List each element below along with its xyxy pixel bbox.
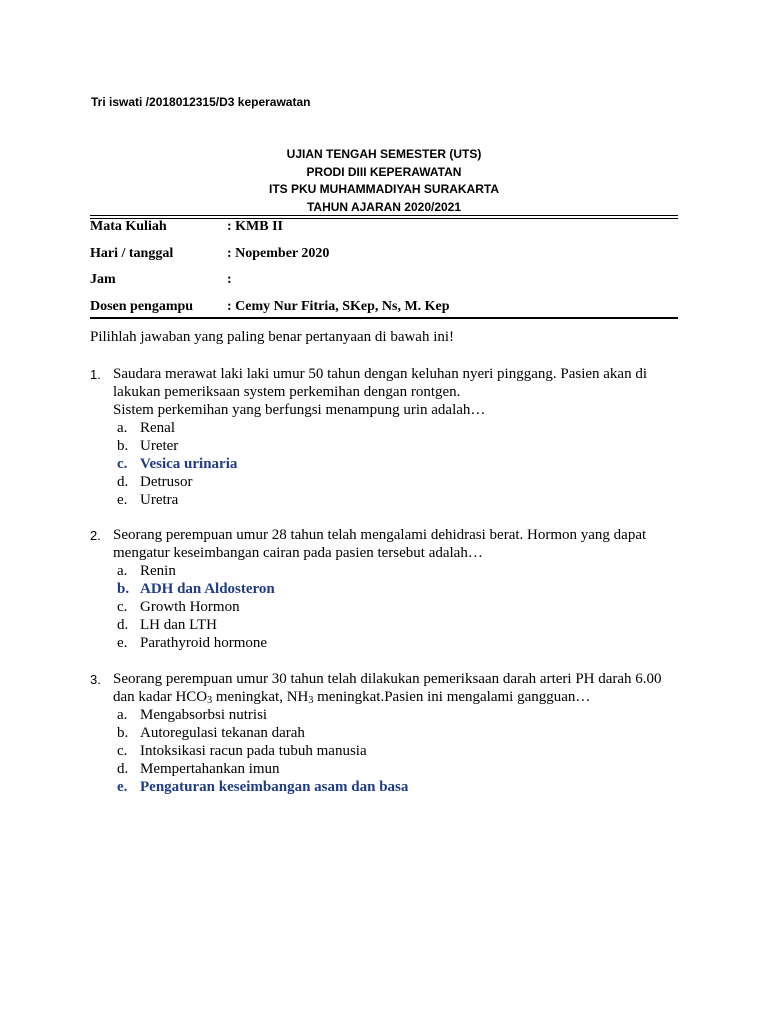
question-prompt: Sistem perkemihan yang berfungsi menampung urin adalah… [113,402,486,418]
option-e [113,491,680,509]
option-text: Renal [140,420,175,436]
option-text: ADH dan Aldosteron [140,581,275,597]
option-text: Mengabsorbsi nutrisi [140,707,268,723]
answer-options [113,562,680,652]
option-text: LH dan LTH [140,617,217,633]
info-value: : [227,272,232,287]
option-letter: a. [117,420,128,436]
option-c [113,742,680,760]
option-text: Growth Hormon [140,599,240,615]
stem-part: Seorang perempuan umur 30 tahun telah dilakukan pemeriksaan darah arteri PH darah 6.00 dan kadar HCO [113,671,662,705]
header-academic-year: TAHUN AJARAN 2020/2021 [306,199,462,214]
divider-top-1 [90,215,678,216]
option-text: Renin [140,563,176,579]
question-stem: Seorang perempuan umur 28 tahun telah mengalami dehidrasi berat. Hormon yang dapat mengatur keseimbangan cairan pada pasien tersebut adalah… [113,527,647,561]
option-b [113,724,680,742]
header-title: UJIAN TENGAH SEMESTER (UTS) [286,147,482,161]
instruction-text: Pilihlah jawaban yang paling benar pertanyaan di bawah ini! [90,329,455,345]
option-text: Uretra [140,492,179,508]
question-text [113,365,680,419]
author-line: Tri iswati /2018012315/D3 keperawatan [91,95,311,109]
option-text: Ureter [140,438,179,454]
option-letter: c. [117,743,128,759]
option-letter: e. [117,492,128,508]
info-label: Mata Kuliah [90,219,167,234]
question-text [113,526,680,562]
question-number: 3. [90,672,101,687]
option-d [113,616,680,634]
info-row-time [90,271,678,298]
info-label: Jam [90,272,116,287]
question-stem: Saudara merawat laki laki umur 50 tahun dengan keluhan nyeri pinggang. Pasien akan di lakukan pemeriksaan system perkemihan dengan rontgen. [113,366,648,400]
info-value: : Nopember 2020 [227,245,330,261]
answer-options [113,706,680,796]
option-text: Vesica urinaria [140,456,238,472]
question-number: 2. [90,528,101,543]
question-3 [90,670,680,796]
header-program: PRODI DIII KEPERAWATAN [306,164,462,179]
question-text [113,670,680,706]
option-letter: c. [117,456,128,472]
option-letter: e. [117,635,128,651]
option-letter: a. [117,563,128,579]
option-text: Intoksikasi racun pada tubuh manusia [140,743,367,759]
option-c [113,598,680,616]
header-institution: ITS PKU MUHAMMADIYAH SURAKARTA [269,182,499,196]
option-d [113,760,680,778]
question-2 [90,526,680,652]
question-1 [90,365,680,509]
option-letter: b. [117,581,130,597]
option-letter: d. [117,761,129,777]
exam-header [90,146,678,216]
option-c-correct [113,455,680,473]
option-text: Parathyroid hormone [140,635,268,651]
answer-options [113,419,680,509]
option-e [113,634,680,652]
option-letter: b. [117,725,129,741]
option-text: Detrusor [140,474,193,490]
option-letter: d. [117,617,129,633]
stem-part: meningkat.Pasien ini mengalami gangguan… [313,689,591,705]
option-e-correct [113,778,680,796]
info-label: Hari / tanggal [90,245,174,261]
info-value: : Cemy Nur Fitria, SKep, Ns, M. Kep [227,298,450,314]
subscript: 3 [207,695,213,706]
info-value: : KMB II [227,219,283,234]
option-a [113,419,680,437]
info-label: Dosen pengampu [90,298,194,314]
option-letter: a. [117,707,128,723]
option-letter: d. [117,474,129,490]
option-a [113,706,680,724]
info-row-date [90,245,678,272]
option-a [113,562,680,580]
info-row-lecturer [90,298,678,325]
option-d [113,473,680,491]
info-row-course [90,218,678,245]
divider-bottom [90,317,678,319]
option-letter: b. [117,438,129,454]
stem-part: meningkat, NH [212,689,309,705]
option-b [113,437,680,455]
question-number: 1. [90,367,101,382]
option-text: Pengaturan keseimbangan asam dan basa [140,779,409,795]
option-text: Mempertahankan imun [140,761,280,777]
option-letter: c. [117,599,128,615]
option-letter: e. [117,779,128,795]
option-b-correct [113,580,680,598]
subscript: 3 [308,695,314,706]
option-text: Autoregulasi tekanan darah [140,725,305,741]
question-stem [113,670,680,706]
exam-info-table [90,218,678,324]
